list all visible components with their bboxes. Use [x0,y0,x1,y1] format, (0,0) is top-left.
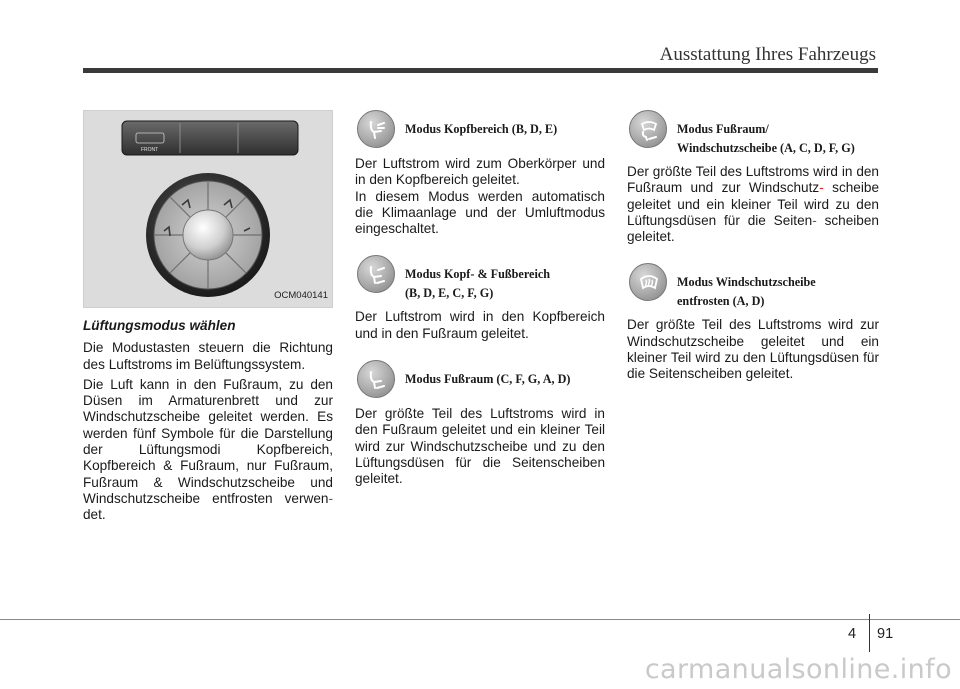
watermark: carmanualsonline.info [644,654,952,685]
page-number-separator [869,614,870,652]
mode-floor-defrost-text: Der größte Teil des Luftstroms wird in den Fußraum und zur Windschutz- scheibe geleitet und ein kleiner Teil wird zu den Lüftungsdüsen für die Seiten- scheiben geleitet. [627,164,880,245]
mode-floor-text: Der größte Teil des Luftstroms wird in den Fußraum geleitet und ein kleiner Teil wird zur Windschutzscheibe und zu den Lüftungsdüsen für die Seitenscheiben geleitet. [355,406,605,487]
column-middle [355,110,605,488]
mode-bilevel-title: Modus Kopf- & Fußbereich (B, D, E, C, F, G) [405,267,551,301]
mode-defrost [627,263,879,311]
intro-paragraph: Die Modustasten steuern die Richtung des Luftstroms im Belüftungssystem. [83,340,333,372]
page-header-title: Ausstattung Ihres Fahrzeugs [659,44,876,65]
face-mode-icon [357,110,395,148]
page-number-value: 91 [877,626,894,642]
front-label: FRONT [141,147,159,153]
mode-face [355,110,605,150]
figure-code: OCM040141 [274,289,328,301]
mode-floor [355,360,605,400]
mode-defrost-title: Modus Windschutzscheibe entfrosten (A, D) [677,275,816,309]
chapter-number: 4 [848,626,857,642]
footer-rule [0,619,960,620]
floor-defrost-mode-icon [629,110,667,148]
control-panel-figure [83,110,333,308]
mode-face-title: Modus Kopfbereich (B, D, E) [405,122,558,136]
mode-defrost-text: Der größte Teil des Luftstroms wird zur Windschutzscheibe geleitet und ein kleiner Teil wird zu den Lüftungsdüsen für die Seitenscheiben geleitet. [627,317,879,382]
mode-face-text-2: In diesem Modus werden automatisch die Klimaanlage und der Umluftmodus eingeschaltet. [355,188,605,237]
column-left [83,110,333,524]
mode-floor-defrost [627,110,879,158]
column-right [627,110,879,383]
section-heading: Lüftungsmodus wählen [83,318,236,333]
header-rule [83,68,878,73]
bilevel-mode-icon [357,255,395,293]
mode-floor-title: Modus Fußraum (C, F, G, A, D) [405,372,571,387]
mode-bilevel [355,255,605,303]
mode-floor-defrost-title: Modus Fußraum/ Windschutzscheibe (A, C, D, F, G) [677,122,855,155]
floor-mode-icon [357,360,395,398]
mode-dial-illustration [84,111,332,307]
defrost-mode-icon [629,263,667,301]
mode-face-text-1: Der Luftstrom wird zum Oberkörper und in den Kopfbereich geleitet. [355,156,605,188]
airflow-paragraph: Die Luft kann in den Fußraum, zu den Düsen im Armaturenbrett und zur Windschutzscheibe geleitet werden. Es werden fünf Symbole für die Darstellung der Lüftungsmodi Kopfbereich, Kopfbereich & Fußraum, nur Fußraum, Fußraum & Windschutzscheibe und Windschutzscheibe entfrosten verwen- det. [83,376,333,523]
mode-bilevel-text: Der Luftstrom wird in den Kopfbereich und in den Fußraum geleitet. [355,309,605,341]
